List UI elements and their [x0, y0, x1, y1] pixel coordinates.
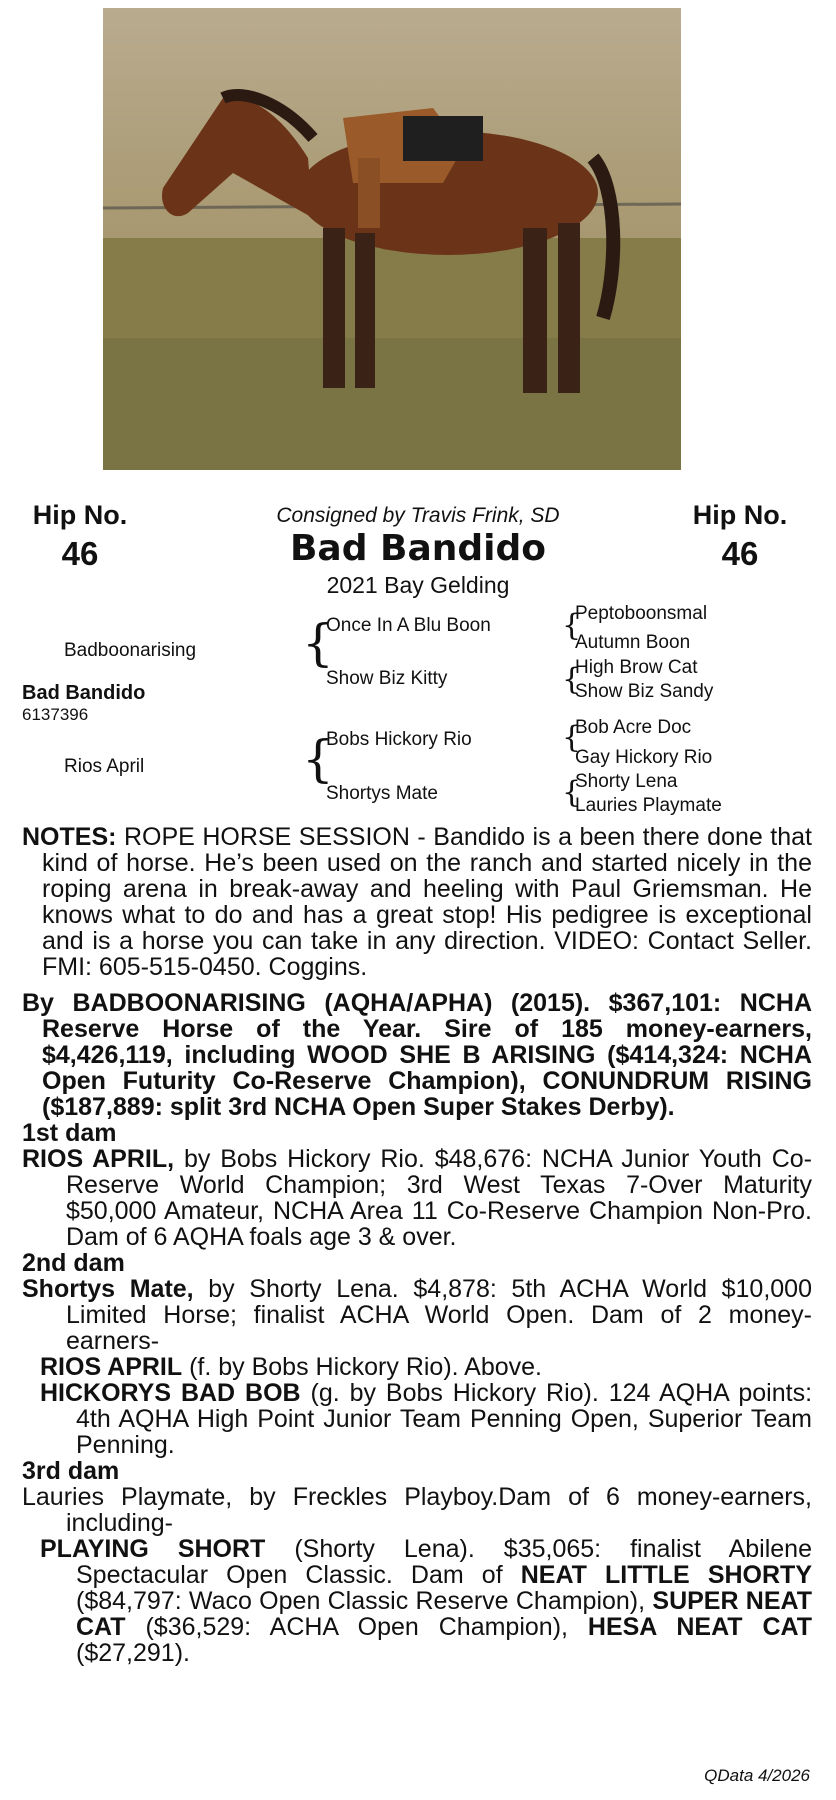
brace: {: [562, 720, 582, 755]
produce-name: PLAYING SHORT: [40, 1535, 266, 1563]
hip-label: Hip No.: [692, 500, 788, 530]
dam3-record: Lauries Playmate, by Freckles Playboy.Dam of 6 money-earners, including-: [22, 1483, 812, 1537]
notes: [22, 824, 812, 980]
produce-text: ($27,291).: [76, 1639, 190, 1667]
brace: {: [562, 775, 582, 810]
produce-text: (f. by Bobs Hickory Rio). Above.: [189, 1353, 542, 1381]
hip-number: 46: [61, 535, 99, 572]
horse-name: Bad Bandido: [289, 528, 546, 569]
produce-name: RIOS APRIL: [40, 1353, 183, 1381]
horse-photo: [103, 8, 681, 470]
ped-sire: Badboonarising: [64, 640, 197, 661]
dam1-name: RIOS APRIL,: [22, 1145, 175, 1173]
produce-text: ($84,797: Waco Open Classic Reserve Champion),: [76, 1587, 646, 1615]
produce-offspring: HESA NEAT CAT: [587, 1613, 813, 1641]
ped-dam-sire: Bobs Hickory Rio: [326, 729, 472, 750]
brace: {: [302, 730, 334, 788]
brace: {: [562, 662, 582, 697]
dam2-produce-1: [22, 1354, 812, 1380]
consignor: Consigned by Travis Frink, SD: [276, 504, 560, 527]
footer-credit: QData 4/2026: [704, 1766, 810, 1785]
ped-g5: Bob Acre Doc: [575, 717, 692, 738]
dam1-text: by Bobs Hickory Rio. $48,676: NCHA Junior Youth Co-Reserve World Champion; 3rd West Texas 7-Over Maturity $50,000 Amateur, NCHA Area 11 Co-Reserve Champion Non-Pro. Dam of 6 AQHA foals age 3 & over.: [66, 1145, 813, 1251]
produce-text: (Shorty Lena). $35,065: finalist Abilene Spectacular Open Classic. Dam of: [76, 1535, 812, 1589]
dam2-record: [22, 1276, 812, 1354]
ped-g6: Gay Hickory Rio: [575, 747, 713, 768]
brace: {: [562, 608, 582, 643]
ped-reg-number: 6137396: [22, 705, 89, 724]
ped-g2: Autumn Boon: [575, 632, 691, 653]
produce-offspring: SUPER NEAT CAT: [76, 1587, 813, 1641]
ped-g8: Lauries Playmate: [575, 795, 722, 816]
produce-name: HICKORYS BAD BOB: [40, 1379, 301, 1407]
dam2-produce-2: [22, 1380, 812, 1458]
ped-dam: Rios April: [64, 756, 145, 777]
ped-subject: Bad Bandido: [22, 682, 146, 704]
dam2-heading: 2nd dam: [22, 1249, 125, 1277]
ped-sire-sire: Once In A Blu Boon: [326, 615, 491, 636]
notes-text: ROPE HORSE SESSION - Bandido is a been there done that kind of horse. He’s been used on the ranch and started nicely in the roping arena in break-away and heeling with Paul Griemsman. He knows what to do and has a great stop! His pedigree is exceptional and is a horse you can take in any direction. VIDEO: Contact Seller. FMI: 605-515-0450. Coggins.: [42, 823, 812, 981]
produce-text: ($36,529: ACHA Open Champion),: [145, 1613, 568, 1641]
notes-label: NOTES:: [22, 823, 117, 851]
hip-label: Hip No.: [32, 500, 128, 530]
hip-number: 46: [721, 535, 759, 572]
sire-record: By BADBOONARISING (AQHA/APHA) (2015). $367,101: NCHA Reserve Horse of the Year. Sire of 185 money-earners, $4,426,119, including WOOD SHE B ARISING ($414,324: NCHA Open Futurity Co-Reserve Champion), CONUNDRUM RISING ($187,889: split 3rd NCHA Open Super Stakes Derby).: [22, 989, 812, 1121]
hip-number-left: [20, 500, 140, 573]
dam3-heading: 3rd dam: [22, 1457, 120, 1485]
ped-g7: Shorty Lena: [575, 771, 678, 792]
ped-sire-dam: Show Biz Kitty: [326, 668, 448, 689]
ped-dam-dam: Shortys Mate: [326, 783, 438, 804]
dam3-produce: [22, 1536, 812, 1666]
produce-offspring: NEAT LITTLE SHORTY: [520, 1561, 812, 1589]
ped-g3: High Brow Cat: [575, 657, 698, 678]
produce-text: (g. by Bobs Hickory Rio). 124 AQHA points: 4th AQHA High Point Junior Team Penning Open, Superior Team Penning.: [76, 1379, 813, 1459]
brace: {: [302, 614, 334, 672]
dam2-name: Shortys Mate,: [22, 1275, 194, 1303]
ped-g4: Show Biz Sandy: [575, 681, 714, 702]
dam1-record: [22, 1146, 812, 1250]
dam2-text: by Shorty Lena. $4,878: 5th ACHA World $10,000 Limited Horse; finalist ACHA World Open. Dam of 2 money-earners-: [66, 1275, 812, 1355]
catalog-text: [22, 824, 812, 1666]
hip-number-right: [680, 500, 800, 573]
horse-description: 2021 Bay Gelding: [326, 572, 510, 598]
dam1-heading: 1st dam: [22, 1119, 117, 1147]
ped-g1: Peptoboonsmal: [575, 603, 708, 624]
